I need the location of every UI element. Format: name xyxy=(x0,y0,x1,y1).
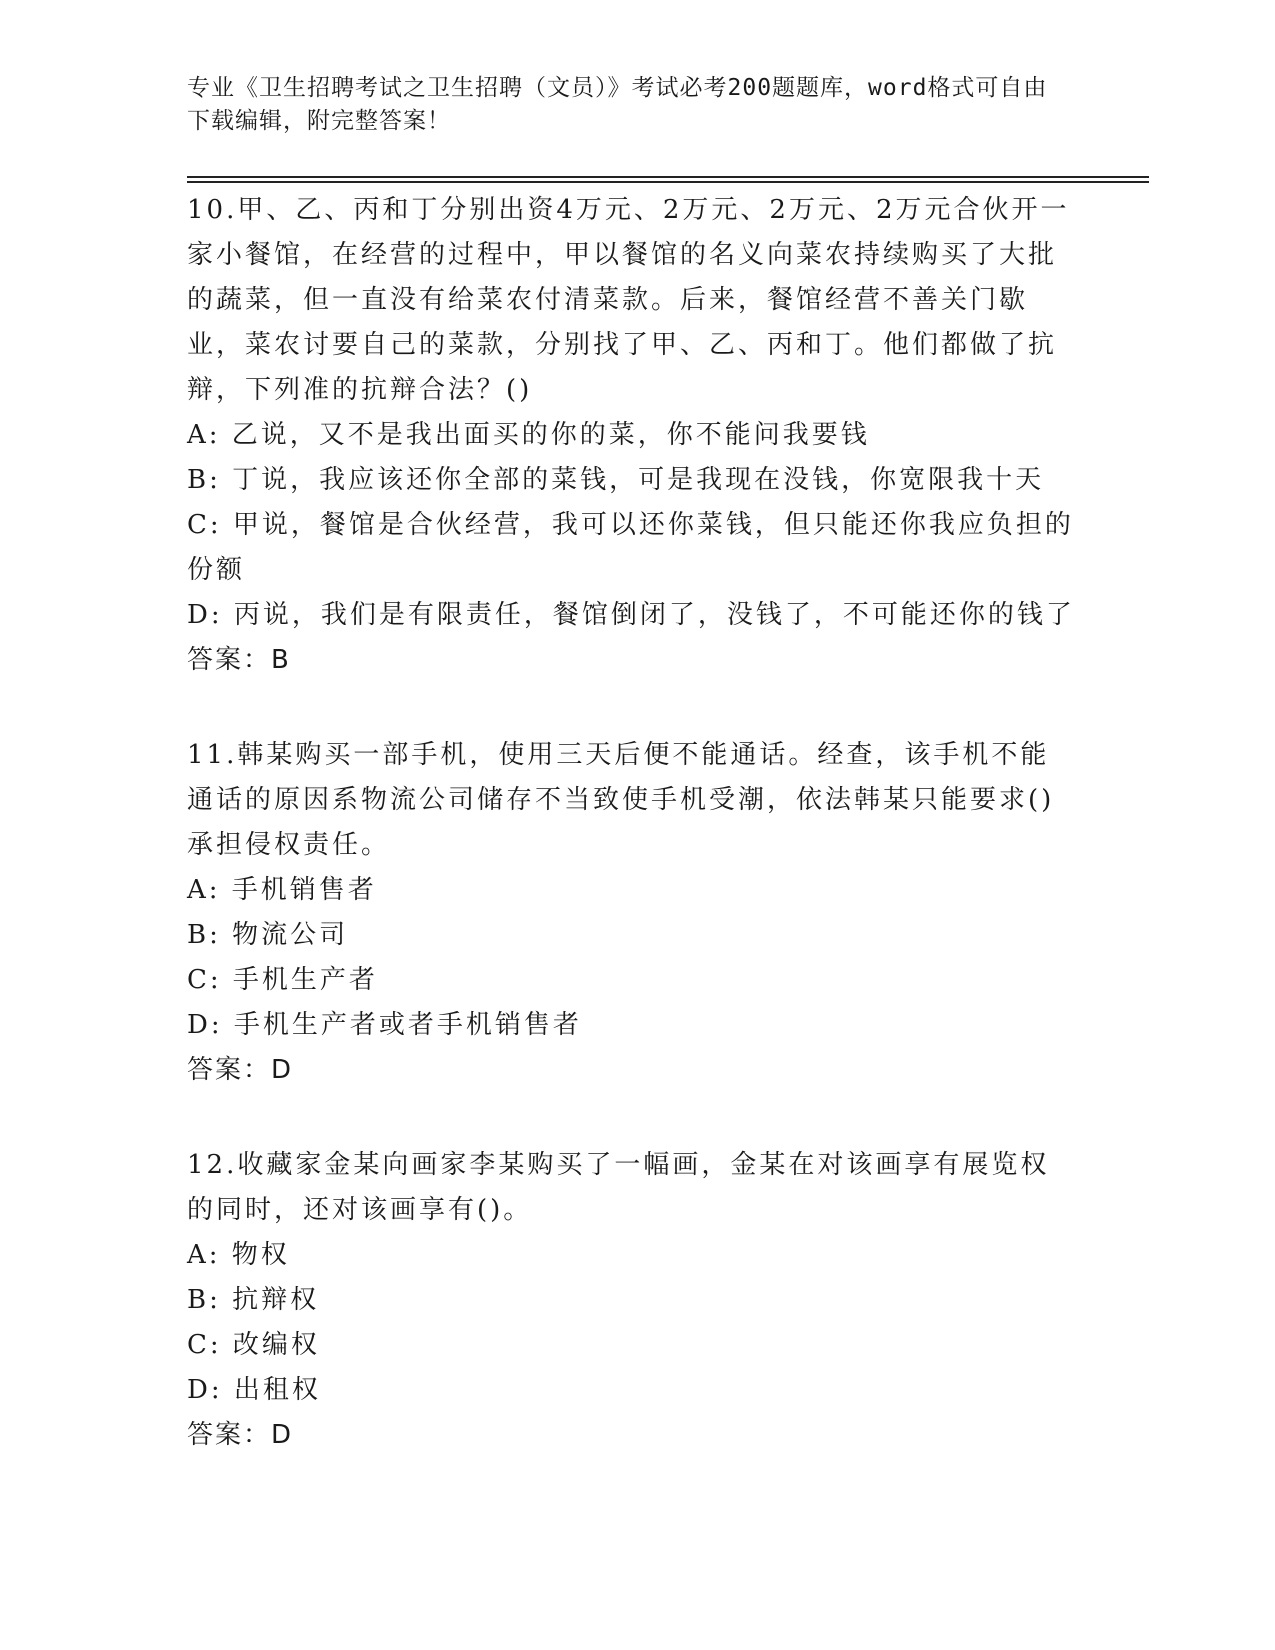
option-c: C: 手机生产者 xyxy=(187,965,378,995)
header-text: 专业《卫生招聘考试之卫生招聘（文员）》考试必考200题题库，word格式可自由下载编辑，附完整答案！ xyxy=(187,75,1048,134)
option-a: A: 物权 xyxy=(187,1240,290,1270)
answer-label: 答案：D xyxy=(187,1420,294,1450)
question-12 xyxy=(187,1143,1077,1458)
option-c: C: 甲说，餐馆是合伙经营，我可以还你菜钱，但只能还你我应负担的份额 xyxy=(187,510,1074,585)
option-d: D: 出租权 xyxy=(187,1375,321,1405)
option-a: A: 手机销售者 xyxy=(187,875,377,905)
question-stem: 11.韩某购买一部手机，使用三天后便不能通话。经查，该手机不能通话的原因系物流公司储存不当致使手机受潮，依法韩某只能要求()承担侵权责任。 xyxy=(187,740,1055,860)
option-b: B: 丁说，我应该还你全部的菜钱，可是我现在没钱，你宽限我十天 xyxy=(187,465,1045,495)
option-c: C: 改编权 xyxy=(187,1330,320,1360)
option-d: D: 手机生产者或者手机销售者 xyxy=(187,1010,582,1040)
option-b: B: 抗辩权 xyxy=(187,1285,320,1315)
option-d: D: 丙说，我们是有限责任，餐馆倒闭了，没钱了，不可能还你的钱了 xyxy=(187,600,1075,630)
header-divider-top xyxy=(187,176,1149,178)
option-b: B: 物流公司 xyxy=(187,920,349,950)
document-header xyxy=(187,72,1067,138)
question-11 xyxy=(187,733,1077,1093)
option-a: A: 乙说，又不是我出面买的你的菜，你不能问我要钱 xyxy=(187,420,870,450)
header-divider-bottom xyxy=(187,181,1149,183)
answer-label: 答案：D xyxy=(187,1055,294,1085)
question-stem: 12.收藏家金某向画家李某购买了一幅画，金某在对该画享有展览权的同时，还对该画享有()。 xyxy=(187,1150,1050,1225)
question-10 xyxy=(187,188,1077,683)
question-stem: 10.甲、乙、丙和丁分别出资4万元、2万元、2万元、2万元合伙开一家小餐馆，在经营的过程中，甲以餐馆的名义向菜农持续购买了大批的蔬菜，但一直没有给菜农付清菜款。后来，餐馆经营不善关门歇业，菜农讨要自己的菜款，分别找了甲、乙、丙和丁。他们都做了抗辩，下列准的抗辩合法？() xyxy=(187,195,1070,405)
answer-label: 答案：B xyxy=(187,645,291,675)
